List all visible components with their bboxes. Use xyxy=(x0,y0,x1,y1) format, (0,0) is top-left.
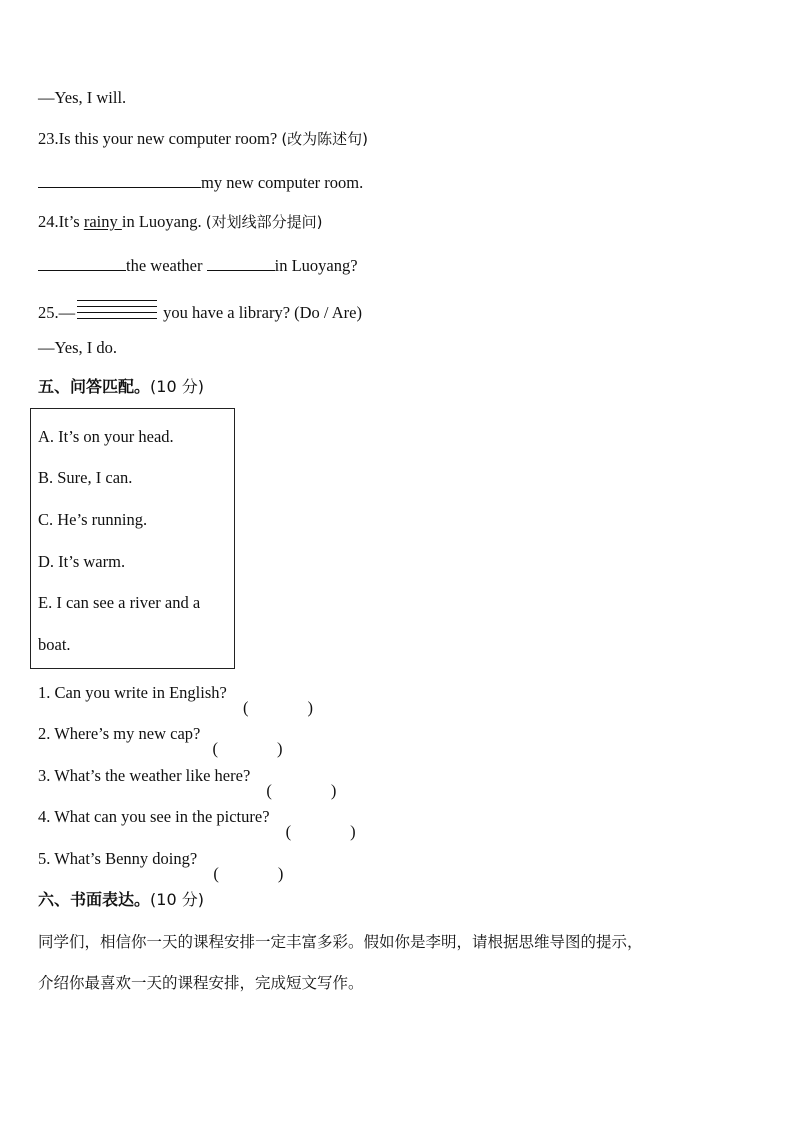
question-text: you have a library? (Do / Are) xyxy=(163,303,362,322)
question-number: 24. xyxy=(38,212,59,231)
option-c: C. He’s running. xyxy=(38,510,148,529)
question-24 xyxy=(38,212,322,232)
question-text-post: in Luoyang. xyxy=(121,212,206,231)
match-question-2: 2. Where’s my new cap? ( ) xyxy=(38,724,283,758)
match-question-3: 3. What’s the weather like here? ( ) xyxy=(38,766,337,800)
section-title: 六、书面表达。 xyxy=(38,890,151,909)
section-score: (10 分) xyxy=(150,890,204,909)
answer-22: —Yes, I will. xyxy=(38,88,127,107)
stacked-blank-lines[interactable] xyxy=(77,300,157,324)
instruction: (改为陈述句) xyxy=(281,130,369,148)
question-text: 4. What can you see in the picture? xyxy=(38,807,270,826)
question-23 xyxy=(38,129,368,149)
match-question-5: 5. What’s Benny doing? ( ) xyxy=(38,849,284,883)
answer-segment: the weather xyxy=(126,256,207,275)
match-question-1: 1. Can you write in English? ( ) xyxy=(38,683,313,717)
answer-tail: my new computer room. xyxy=(201,173,364,192)
question-number: 23. xyxy=(38,129,59,148)
section-score: (10 分) xyxy=(150,377,204,396)
writing-prompt-line-2: 介绍你最喜欢一天的课程安排，完成短文写作。 xyxy=(38,974,364,992)
section-6-heading xyxy=(38,890,204,910)
option-d: D. It’s warm. xyxy=(38,552,126,571)
section-title: 五、问答匹配。 xyxy=(38,377,151,396)
question-number: 25. xyxy=(38,303,59,322)
match-question-4: 4. What can you see in the picture? ( ) xyxy=(38,807,356,841)
writing-prompt-line-1: 同学们，相信你一天的课程安排一定丰富多彩。假如你是李明，请根据思维导图的提示， xyxy=(38,933,643,951)
answer-line-24 xyxy=(38,254,358,276)
question-text: Is this your new computer room? xyxy=(58,129,282,148)
dash: — xyxy=(58,303,76,322)
question-text: 3. What’s the weather like here? xyxy=(38,766,251,785)
blank-line[interactable] xyxy=(38,171,201,188)
blank-line[interactable] xyxy=(38,254,126,271)
options-box xyxy=(30,408,235,669)
option-b: B. Sure, I can. xyxy=(38,468,133,487)
instruction: (对划线部分提问) xyxy=(205,213,323,231)
option-e-continued: boat. xyxy=(38,635,71,654)
answer-25: —Yes, I do. xyxy=(38,338,118,357)
question-text-pre: It’s xyxy=(58,212,84,231)
question-text: 5. What’s Benny doing? xyxy=(38,849,198,868)
answer-segment: in Luoyang? xyxy=(274,256,358,275)
option-e: E. I can see a river and a xyxy=(38,593,201,612)
blank-line[interactable] xyxy=(207,254,275,271)
question-25 xyxy=(38,300,362,324)
question-text: 2. Where’s my new cap? xyxy=(38,724,201,743)
answer-line-23 xyxy=(38,171,363,193)
question-text: 1. Can you write in English? xyxy=(38,683,227,702)
section-5-heading xyxy=(38,377,204,397)
underlined-word: rainy xyxy=(83,212,122,231)
option-a: A. It’s on your head. xyxy=(38,427,174,446)
